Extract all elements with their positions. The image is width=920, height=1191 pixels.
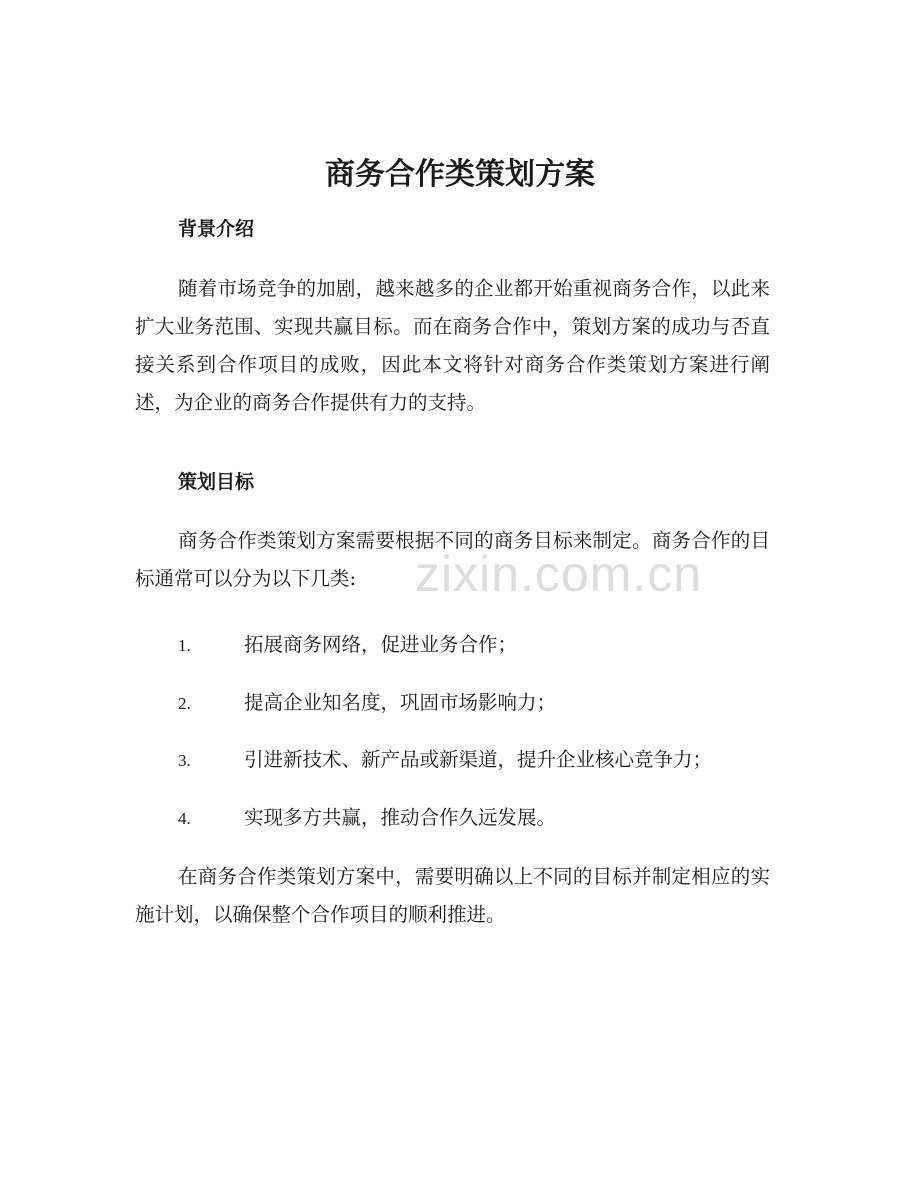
section-heading-goals: 策划目标 — [178, 471, 255, 493]
goal-list-item — [178, 630, 778, 661]
document-title: 商务合作类策划方案 — [325, 157, 595, 192]
goal-list-item — [178, 688, 778, 719]
goal-list-item — [178, 803, 778, 834]
list-text: 拓展商务网络，促进业务合作； — [244, 633, 518, 656]
background-paragraph: 随着市场竞争的加剧，越来越多的企业都开始重视商务合作，以此来扩大业务范围、实现共赢目标。而在商务合作中，策划方案的成功与否直接关系到合作项目的成败，因此本文将针对商务合作类策划方案进行阐述，为企业的商务合作提供有力的支持。 — [135, 277, 770, 414]
goals-outro-paragraph: 在商务合作类策划方案中，需要明确以上不同的目标并制定相应的实施计划，以确保整个合作项目的顺利推进。 — [135, 865, 770, 926]
goal-list-item — [178, 745, 778, 776]
list-text: 提高企业知名度，巩固市场影响力； — [244, 691, 557, 714]
list-number: 4. — [178, 809, 191, 828]
watermark: zixin.com.cn — [415, 546, 703, 602]
list-number: 3. — [178, 751, 191, 770]
goals-intro-paragraph: 商务合作类策划方案需要根据不同的商务目标来制定。商务合作的目标通常可以分为以下几类: — [135, 529, 770, 590]
list-number: 1. — [178, 636, 191, 655]
section-heading-background: 背景介绍 — [178, 218, 255, 240]
list-text: 引进新技术、新产品或新渠道，提升企业核心竞争力； — [244, 748, 713, 771]
list-text: 实现多方共赢，推动合作久远发展。 — [244, 806, 557, 829]
list-number: 2. — [178, 694, 191, 713]
